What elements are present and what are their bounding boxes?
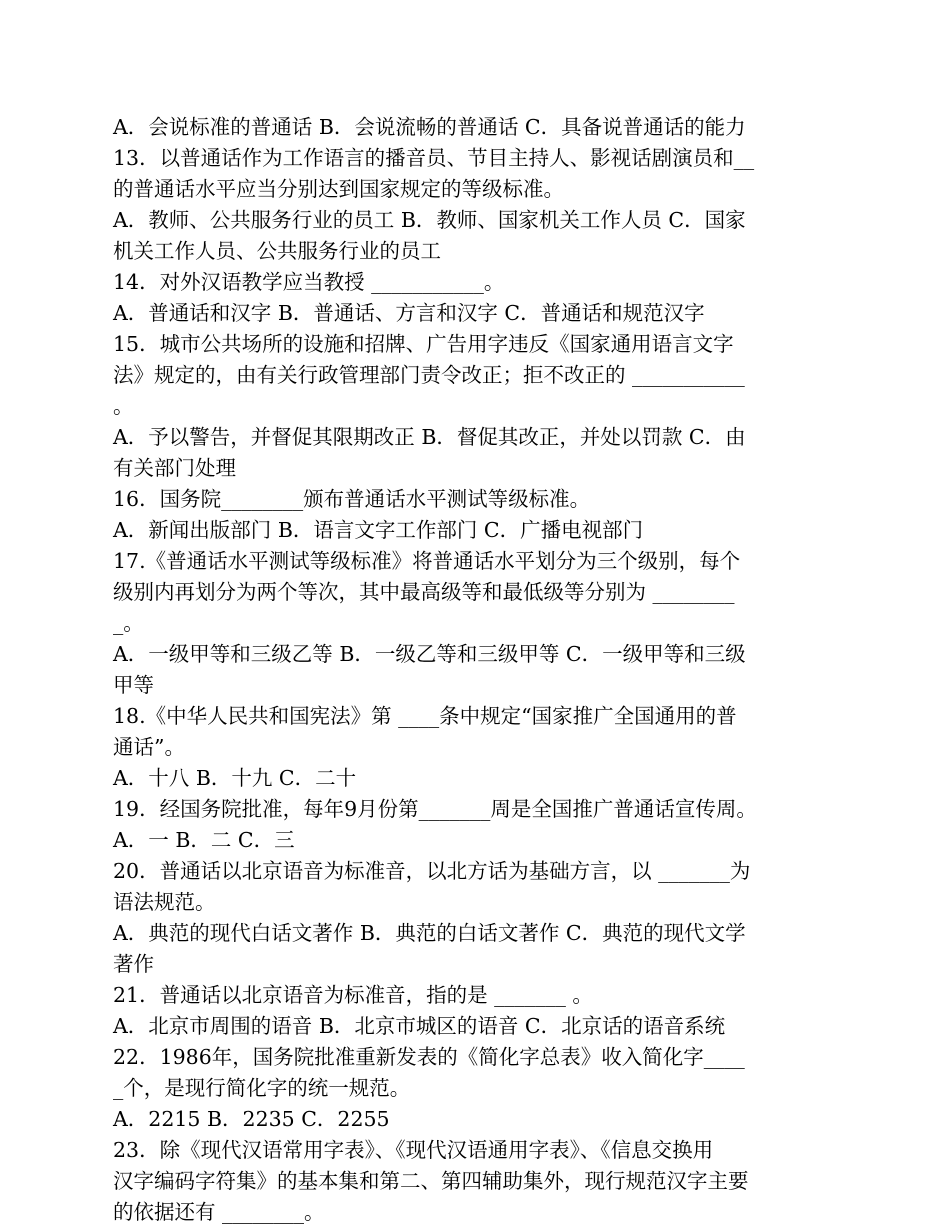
text-line: 16．国务院________颁布普通话水平测试等级标准。 — [113, 487, 591, 511]
text-line: 有关部门处理 — [113, 456, 236, 480]
text-line: A．典范的现代白话文著作 B．典范的白话文著作 C．典范的现代文学 — [113, 921, 746, 945]
text-line: 甲等 — [113, 673, 154, 697]
text-line: A．一 B．二 C．三 — [113, 828, 295, 852]
text-line: 汉字编码字符集》的基本集和第二、第四辅助集外，现行规范汉字主要 — [113, 1169, 749, 1193]
text-line: A．十八 B．十九 C．二十 — [113, 766, 357, 790]
text-line: 17.《普通话水平测试等级标准》将普通话水平划分为三个级别，每个 — [113, 549, 741, 573]
text-line: 14．对外汉语教学应当教授 ___________。 — [113, 270, 505, 294]
text-line: 13．以普通话作为工作语言的播音员、节目主持人、影视话剧演员和__ — [113, 146, 755, 170]
text-line: 的普通话水平应当分别达到国家规定的等级标准。 — [113, 177, 564, 201]
text-line: 18.《中华人民共和国宪法》第 ____条中规定“国家推广全国通用的普 — [113, 704, 737, 728]
text-line: A．教师、公共服务行业的员工 B．教师、国家机关工作人员 C．国家 — [113, 208, 746, 232]
document-body — [113, 112, 843, 1228]
text-line: A．2215 B．2235 C．2255 — [113, 1107, 390, 1131]
text-line: 21．普通话以北京语音为标准音，指的是 _______ 。 — [113, 983, 593, 1007]
text-line: 法》规定的，由有关行政管理部门责令改正；拒不改正的 ___________ — [113, 363, 745, 387]
text-line: _。 — [113, 611, 144, 635]
text-line: 著作 — [113, 952, 154, 976]
text-line: 23．除《现代汉语常用字表》、《现代汉语通用字表》、《信息交换用 — [113, 1138, 714, 1162]
text-line: 22．1986年，国务院批准重新发表的《简化字总表》收入简化字____ — [113, 1045, 745, 1069]
text-line: 的依据还有 ________。 — [113, 1200, 325, 1224]
text-line: 。 — [113, 394, 134, 418]
text-line: 机关工作人员、公共服务行业的员工 — [113, 239, 441, 263]
text-line: A．会说标准的普通话 B．会说流畅的普通话 C．具备说普通话的能力 — [113, 115, 746, 139]
text-line: 15．城市公共场所的设施和招牌、广告用字违反《国家通用语言文字 — [113, 332, 734, 356]
text-line: 20．普通话以北京语音为标准音，以北方话为基础方言，以 _______为 — [113, 859, 751, 883]
text-line: _个，是现行简化字的统一规范。 — [113, 1076, 411, 1100]
text-line: 19．经国务院批准，每年9月份第_______周是全国推广普通话宣传周。 — [113, 797, 757, 821]
text-line: A．新闻出版部门 B．语言文字工作部门 C．广播电视部门 — [113, 518, 644, 542]
text-line: 通话”。 — [113, 735, 185, 759]
text-line: A．普通话和汉字 B．普通话、方言和汉字 C．普通话和规范汉字 — [113, 301, 705, 325]
text-line: 语法规范。 — [113, 890, 216, 914]
text-line: A．一级甲等和三级乙等 B．一级乙等和三级甲等 C．一级甲等和三级 — [113, 642, 746, 666]
text-line: A．予以警告，并督促其限期改正 B．督促其改正，并处以罚款 C．由 — [113, 425, 746, 449]
text-line: 级别内再划分为两个等次，其中最高级等和最低级等分别为 ________ — [113, 580, 735, 604]
text-line: A．北京市周围的语音 B．北京市城区的语音 C．北京话的语音系统 — [113, 1014, 726, 1038]
